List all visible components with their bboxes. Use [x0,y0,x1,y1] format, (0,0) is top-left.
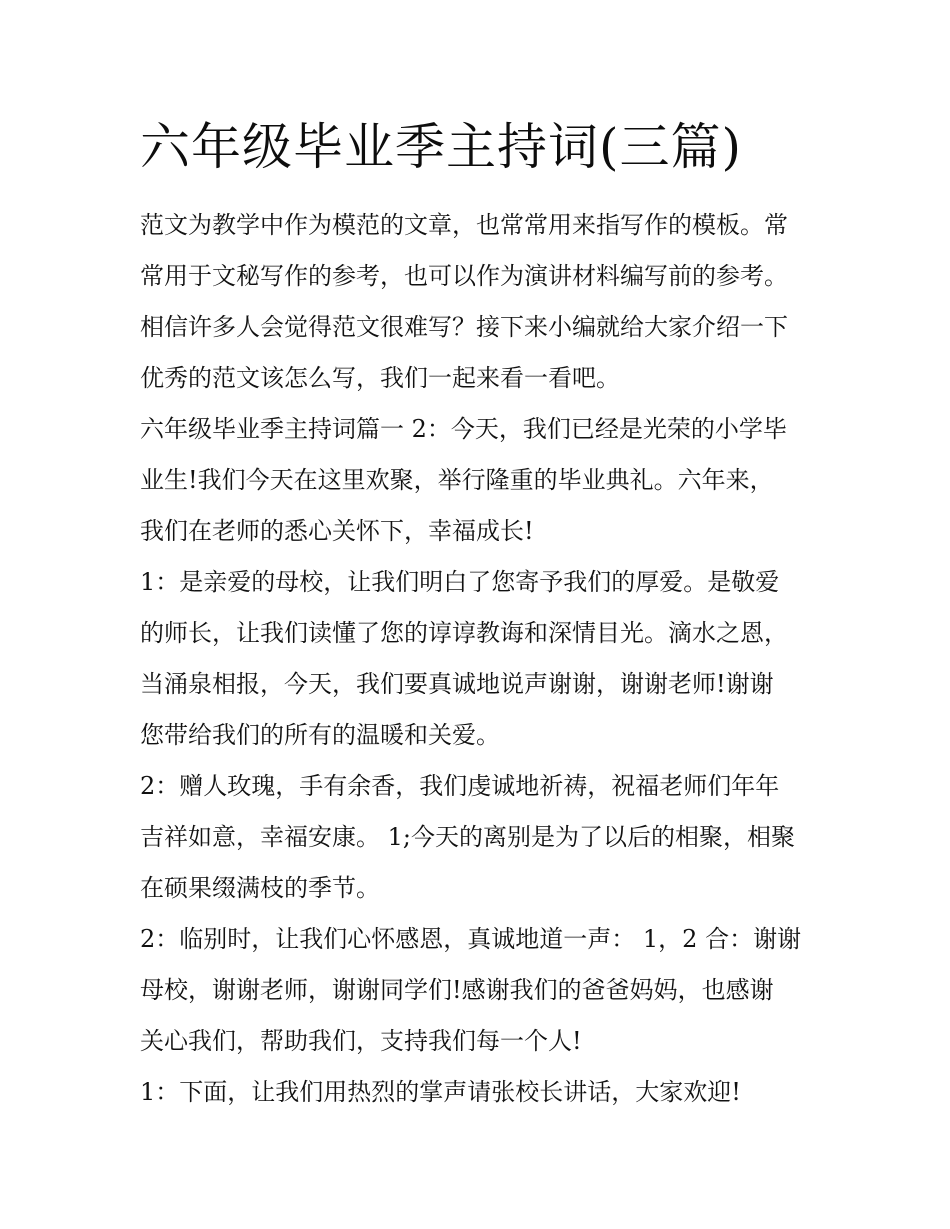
text-line: 相信许多人会觉得范文很难写？接下来小编就给大家介绍一下 [140,313,788,341]
text-line: 吉祥如意，幸福安康。 1;今天的离别是为了以后的相聚，相聚 [140,823,795,851]
text-line: 的师长，让我们读懂了您的谆谆教诲和深情目光。滴水之恩， [140,619,788,647]
text-line: 关心我们，帮助我们，支持我们每一个人! [140,1027,582,1055]
text-line: 母校，谢谢老师，谢谢同学们!感谢我们的爸爸妈妈，也感谢 [140,976,774,1004]
text-line: 当涌泉相报，今天，我们要真诚地说声谢谢，谢谢老师!谢谢 [140,670,774,698]
document-title: 六年级毕业季主持词(三篇) [140,118,743,176]
text-line: 2：临别时，让我们心怀感恩，真诚地道一声： 1，2 合：谢谢 [140,925,802,953]
text-line: 优秀的范文该怎么写，我们一起来看一看吧。 [140,364,620,392]
document-body [140,200,840,1118]
text-line: 范文为教学中作为模范的文章，也常常用来指写作的模板。常 [140,211,788,239]
text-line: 六年级毕业季主持词篇一 2：今天，我们已经是光荣的小学毕 [140,415,787,443]
text-line: 您带给我们的所有的温暖和关爱。 [140,721,500,749]
text-line: 业生!我们今天在这里欢聚，举行隆重的毕业典礼。六年来， [140,466,774,494]
text-line: 1：是亲爱的母校，让我们明白了您寄予我们的厚爱。是敬爱 [140,568,780,596]
text-line: 2：赠人玫瑰，手有余香，我们虔诚地祈祷，祝福老师们年年 [140,772,780,800]
text-line: 1：下面，让我们用热烈的掌声请张校长讲话，大家欢迎! [140,1078,741,1106]
text-line: 在硕果缀满枝的季节。 [140,874,380,902]
text-line: 常用于文秘写作的参考，也可以作为演讲材料编写前的参考。 [140,262,788,290]
text-line: 我们在老师的悉心关怀下，幸福成长! [140,517,534,545]
